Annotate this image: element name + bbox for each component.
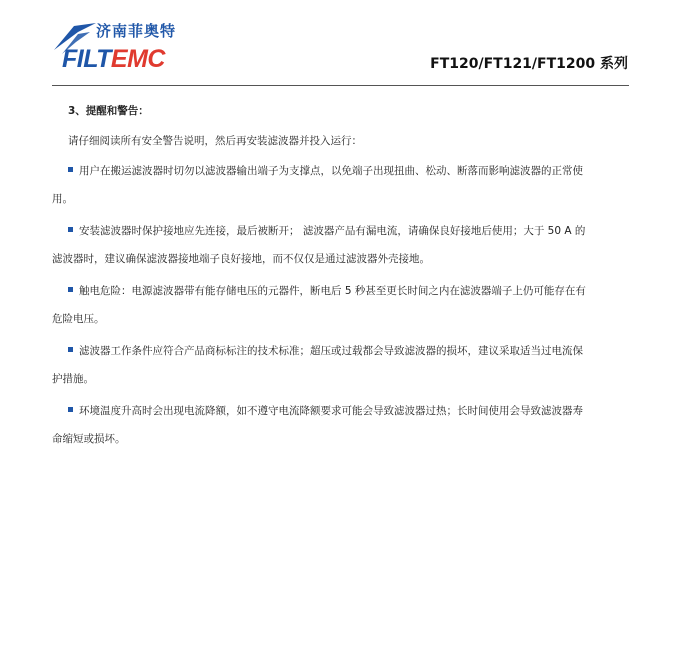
warning-line-1: 用户在搬运滤波器时切勿以滤波器输出端子为支撑点，以免端子出现扭曲、松动、断落而影响滤波器的正常使 xyxy=(79,165,583,177)
warning-line-2: 危险电压。 xyxy=(52,313,105,325)
logo-emc: EMC xyxy=(110,45,165,73)
bullet-icon xyxy=(68,347,73,352)
warning-item xyxy=(52,404,632,446)
series-title: FT120/FT121/FT1200 系列 xyxy=(430,56,628,72)
warning-item xyxy=(52,164,632,206)
warning-item xyxy=(52,344,632,386)
warning-line-1: 滤波器工作条件应符合产品商标标注的技术标准；超压或过载都会导致滤波器的损坏，建议采取适当过电流保 xyxy=(79,345,583,357)
warning-line-2: 护措施。 xyxy=(52,373,94,385)
warning-line-2: 滤波器时，建议确保滤波器接地端子良好接地，而不仅仅是通过滤波器外壳接地。 xyxy=(52,253,430,265)
warning-line-2: 命缩短或损坏。 xyxy=(52,433,126,445)
warning-item xyxy=(52,284,632,326)
logo-filt: FILT xyxy=(62,45,111,73)
header-divider xyxy=(52,85,629,86)
logo-chinese-name: 济南菲奥特 xyxy=(96,22,177,40)
warning-line-1: 触电危险：电源滤波器带有能存储电压的元器件，断电后 5 秒甚至更长时间之内在滤波器端子上仍可能存在有 xyxy=(79,285,586,297)
warning-line-1: 安装滤波器时保护接地应先连接，最后被断开； 滤波器产品有漏电流，请确保良好接地后使用；大于 50 A 的 xyxy=(79,225,586,237)
bullet-icon xyxy=(68,407,73,412)
company-logo xyxy=(52,20,182,73)
section-intro: 请仔细阅读所有安全警告说明，然后再安装滤波器并投入运行： xyxy=(68,135,362,147)
bullet-icon xyxy=(68,287,73,292)
bullet-icon xyxy=(68,167,73,172)
logo-wordmark xyxy=(62,45,165,74)
page-header xyxy=(0,0,675,90)
bullet-icon xyxy=(68,227,73,232)
warning-line-1: 环境温度升高时会出现电流降额，如不遵守电流降额要求可能会导致滤波器过热；长时间使用会导致滤波器寿 xyxy=(79,405,583,417)
section-heading: 3、提醒和警告： xyxy=(68,105,149,117)
warning-item xyxy=(52,224,632,266)
warning-line-2: 用。 xyxy=(52,193,73,205)
